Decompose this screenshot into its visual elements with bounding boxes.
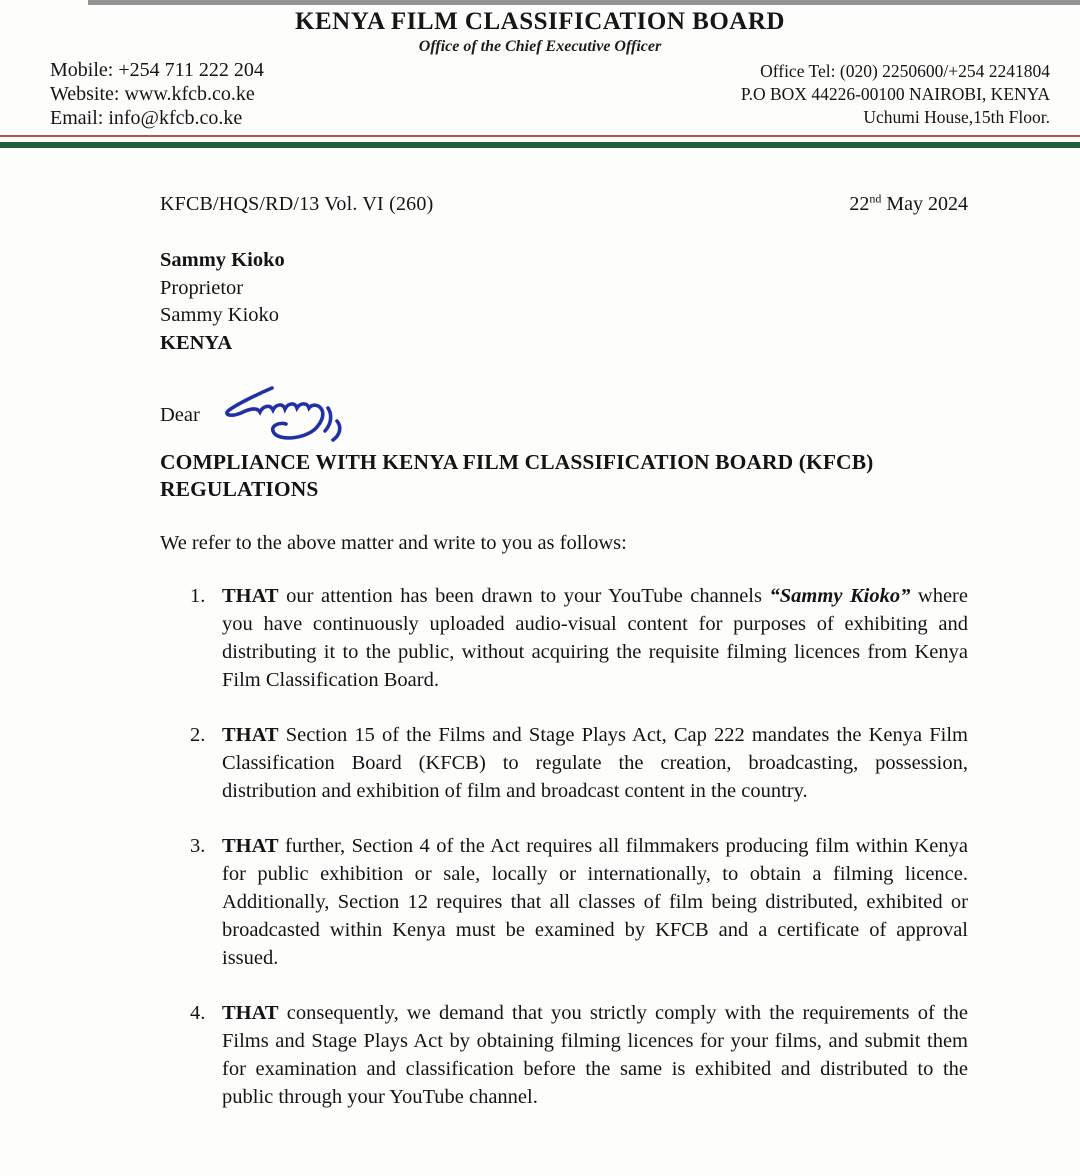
letterhead-divider xyxy=(0,135,1080,148)
list-item-number: 1. xyxy=(190,585,206,607)
recipient-role: Proprietor xyxy=(160,276,244,299)
contact-email: Email: info@kfcb.co.ke xyxy=(50,107,243,129)
org-subtitle: Office of the Chief Executive Officer xyxy=(418,38,662,55)
letter-body xyxy=(160,193,968,1111)
org-title: KENYA FILM CLASSIFICATION BOARD xyxy=(295,8,785,35)
contact-mobile: Mobile: +254 711 222 204 xyxy=(50,59,264,81)
item-text-segment: where you have continuously uploaded audio-visual content for purposes of exhibiting and distributing it to the public, without acquiring the requisite filming licences from Kenya Film Classification Board. xyxy=(222,585,968,691)
list-item-number: 4. xyxy=(190,1002,206,1024)
contact-po-box: P.O BOX 44226-00100 NAIROBI, KENYA xyxy=(740,84,1050,104)
that-lead: THAT xyxy=(222,835,279,857)
recipient-country: KENYA xyxy=(160,331,233,354)
date-ordinal: nd xyxy=(869,191,882,206)
item-text-segment: further, Section 4 of the Act requires all filmmakers producing film within Kenya for public exhibition or sale, locally or internationally, to obtain a filming licence. Additionally, Section 12 requires that all classes of film being distributed, exhibited or broadcasted within Kenya must be examined by KFCB and a certificate of approval issued. xyxy=(222,835,968,969)
list-item-number: 2. xyxy=(190,724,206,746)
subject-line: COMPLIANCE WITH KENYA FILM CLASSIFICATION BOARD (KFCB) REGULATIONS xyxy=(160,450,874,501)
scan-artifact-edge xyxy=(88,0,1080,5)
list-item-3 xyxy=(190,832,968,972)
signature-stroke-main xyxy=(227,388,323,438)
handwritten-signature xyxy=(215,381,365,445)
list-item-text xyxy=(222,832,968,972)
item-text-segment: consequently, we demand that you strictly comply with the requirements of the Films and Stage Plays Act by obtaining filming licences for your films, and submit them for examination and classification before the same is exhibited and distributed to the public through your YouTube channel. xyxy=(222,1002,968,1108)
letter-date xyxy=(849,193,968,216)
date-day: 22 xyxy=(849,193,870,215)
list-item-1 xyxy=(190,582,968,694)
date-rest: May 2024 xyxy=(881,193,968,215)
that-lead: THAT xyxy=(222,724,279,746)
recipient-name: Sammy Kioko xyxy=(160,249,285,271)
contact-website: Website: www.kfcb.co.ke xyxy=(50,83,255,105)
contacts-left xyxy=(50,58,264,130)
signature-stroke-y xyxy=(325,408,331,431)
that-lead: THAT xyxy=(222,585,279,607)
numbered-list xyxy=(160,582,968,1111)
salutation xyxy=(160,381,968,427)
channel-name-emphasis: “Sammy Kioko” xyxy=(769,585,911,607)
divider-green-stripe xyxy=(0,142,1080,148)
contacts-right xyxy=(741,58,1050,129)
letterhead xyxy=(0,0,1080,148)
signature-stroke-comma xyxy=(333,421,340,440)
letterhead-contacts xyxy=(0,58,1080,130)
reference-number: KFCB/HQS/RD/13 Vol. VI (260) xyxy=(160,193,434,215)
contact-office-tel: Office Tel: (020) 2250600/+254 2241804 xyxy=(760,61,1050,81)
list-item-text xyxy=(222,721,968,805)
recipient-entity: Sammy Kioko xyxy=(160,304,280,326)
recipient-block xyxy=(160,247,968,357)
list-item-number: 3. xyxy=(190,835,206,857)
list-item-text xyxy=(222,582,968,694)
intro-line: We refer to the above matter and write to you as follows: xyxy=(160,532,627,554)
list-item-2 xyxy=(190,721,968,805)
reference-row xyxy=(160,193,968,216)
list-item-4 xyxy=(190,999,968,1111)
list-item-text xyxy=(222,999,968,1111)
contact-address: Uchumi House,15th Floor. xyxy=(863,107,1050,127)
that-lead: THAT xyxy=(222,1002,279,1024)
item-text-segment: our attention has been drawn to your YouTube channels xyxy=(278,585,770,607)
salutation-prefix: Dear xyxy=(160,404,200,426)
item-text-segment: Section 15 of the Films and Stage Plays Act, Cap 222 mandates the Kenya Film Classification Board (KFCB) to regulate the creation, broadcasting, possession, distribution and exhibition of film and broadcast content in the country. xyxy=(222,724,968,802)
